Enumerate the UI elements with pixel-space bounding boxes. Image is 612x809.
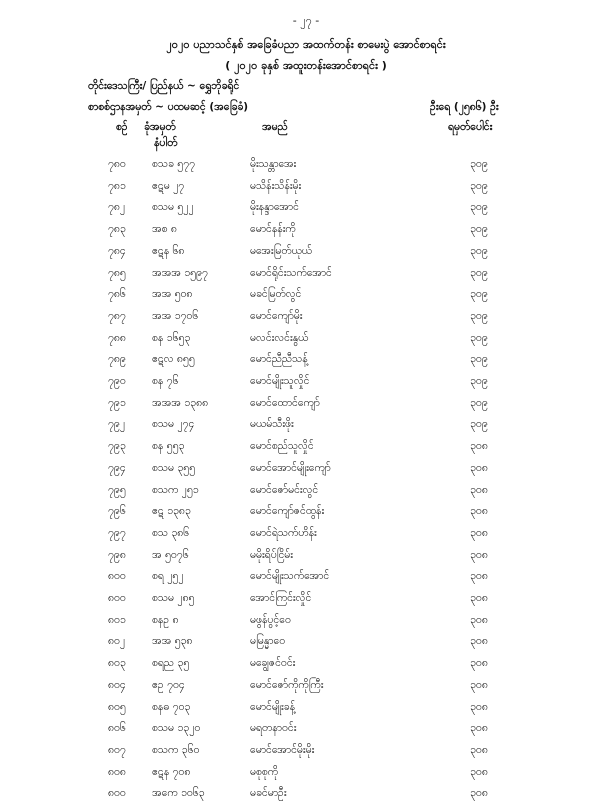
total-score: ၃၀၈ — [470, 678, 488, 691]
table-row — [0, 158, 612, 180]
table-row — [0, 223, 612, 245]
student-name: မိုးသန္တာအေး — [250, 158, 297, 170]
exam-center-header: စာစစ်ဌာနအမှတ် ~ ပထမဆင့် (အခြေခံ) — [88, 101, 249, 113]
row-number: ၈၀၃ — [108, 657, 126, 670]
student-name: မအေးမြတ်ယုယ် — [250, 244, 312, 257]
total-score: ၃၀၉ — [470, 158, 488, 170]
total-score: ၃၀၈ — [470, 570, 488, 583]
table-row — [0, 180, 612, 202]
page-subtitle: ( ၂၀၂၀ ခုနှစ် အထူးတန်းအောင်စာရင်း ) — [225, 59, 387, 72]
roll-number: စန ၁၆၅၃ — [152, 331, 191, 344]
table-row — [0, 657, 612, 679]
row-number: ၇၉၁ — [108, 396, 126, 409]
roll-number: ဧဋ ၁၃၈၃ — [152, 505, 191, 518]
row-number: ၇၉၇ — [108, 526, 126, 539]
total-score: ၃၀၈ — [470, 613, 488, 626]
student-name: မလင်းလင်းနွယ် — [250, 331, 309, 344]
table-row — [0, 288, 612, 310]
roll-number: စသက ၃၆၀ — [152, 743, 200, 756]
total-score: ၃၀၈ — [470, 505, 488, 518]
roll-number: ဧဋမ ၂၇ — [152, 179, 185, 192]
table-row — [0, 701, 612, 723]
table-row — [0, 592, 612, 614]
total-score: ၃၀၉ — [470, 396, 488, 409]
roll-number: စသက ၂၅၁ — [152, 483, 199, 496]
table-row — [0, 375, 612, 397]
student-name: မခင်မာဦး — [250, 787, 287, 800]
row-number: ၇၈၁ — [108, 179, 126, 192]
total-score: ၃၀၉ — [470, 223, 488, 236]
total-score: ၃၀၉ — [470, 179, 488, 192]
table-row — [0, 310, 612, 332]
table-row — [0, 570, 612, 592]
total-score: ၃၀၈ — [470, 787, 488, 800]
student-name: မောင်မျိုးသူလှိုင် — [250, 375, 310, 387]
table-row — [0, 505, 612, 527]
student-name: မောင်ညီညီသန့် — [250, 353, 308, 366]
name-column-header: အမည် — [262, 121, 288, 133]
row-number: ၇၉၀ — [108, 375, 126, 387]
student-name: မောင်ရဲသက်ဟိန်း — [250, 526, 317, 539]
table-row — [0, 245, 612, 267]
student-name: မယမ်သီးဖိုး — [250, 418, 294, 431]
student-name: မရတနာဝင်း — [250, 722, 297, 735]
total-score: ၃၀၉ — [470, 418, 488, 431]
student-name: မချွေဇင်ဝင်း — [250, 657, 296, 670]
student-name: မိုးနန္ဒာအောင် — [250, 201, 299, 214]
student-name: မောင်နန်းကို — [250, 223, 296, 236]
table-row — [0, 635, 612, 657]
roll-number: စသမ ၁၃၂၀ — [152, 722, 201, 735]
table-row — [0, 484, 612, 506]
row-number: ၇၈၈ — [108, 331, 126, 344]
total-score: ၃၀၉ — [470, 201, 488, 214]
total-score: ၃၀၉ — [470, 375, 488, 387]
score-column-header: ရမှတ်ပေါင်း — [448, 121, 493, 133]
roll-number: အ ၅၀၇၆ — [152, 548, 189, 561]
roll-number: အအ ၅၀၈ — [152, 288, 193, 301]
student-name: မောင်ထောင်ကျော် — [250, 396, 320, 409]
roll-number: အစ ၈ — [152, 223, 177, 236]
roll-number: ဧဋန ၆၈ — [152, 244, 185, 257]
total-score: ၃၀၈ — [470, 700, 488, 713]
student-name: မောင်အောင်မိုးမိုး — [250, 743, 315, 756]
student-name: မောင်အောင်မျိုးကျော် — [250, 461, 331, 474]
student-name: မသိန်းသိန်းမိုး — [250, 179, 302, 192]
row-number: ၇၉၆ — [108, 505, 126, 518]
roll-number: ဧဋန ၇၀၈ — [152, 765, 191, 778]
total-score: ၃၀၈ — [470, 483, 488, 496]
table-row — [0, 787, 612, 809]
table-row — [0, 201, 612, 223]
total-score: ၃၀၈ — [470, 526, 488, 539]
total-score: ၃၀၉ — [470, 244, 488, 257]
total-score: ၃၀၈ — [470, 635, 488, 648]
student-name: မောင်ဇော်မင်းလွင် — [250, 483, 319, 496]
total-score: ၃၀၉ — [470, 309, 488, 322]
roll-number: စန ၇၆ — [152, 375, 179, 387]
roll-number: အကေ ၁၀၆၃ — [152, 787, 205, 800]
row-number: ၇၉၄ — [108, 461, 126, 474]
row-number: ၇၈၃ — [108, 223, 126, 236]
row-number: ၇၈၀ — [108, 158, 126, 170]
total-score: ၃၀၈ — [470, 440, 488, 453]
row-number: ၇၉၃ — [108, 440, 126, 453]
student-name: မောင်ကျော်မိုး — [250, 309, 303, 322]
student-name: မမိုးရိပ်ငြိမ်း — [250, 548, 293, 561]
row-number: ၈၀၆ — [108, 722, 126, 735]
roll-number: အအအ ၁၅၉၇ — [152, 266, 208, 279]
row-number: ၈၀၁ — [108, 613, 126, 626]
roll-number: စသ ၃၈၆ — [152, 526, 190, 539]
roll-number: စသခ ၅၇၇ — [152, 158, 196, 170]
roll-number: အအ ၁၇၀၆ — [152, 309, 199, 322]
row-number: ၇၈၇ — [108, 309, 126, 322]
total-score: ၃၀၈ — [470, 592, 488, 604]
student-name: မောင်စည်သူလှိုင် — [250, 440, 314, 453]
roll-number: စရည ၃၅ — [152, 657, 190, 670]
row-number: ၈၀၅ — [108, 700, 126, 713]
table-row — [0, 527, 612, 549]
table-row — [0, 549, 612, 571]
total-score: ၃၀၈ — [470, 722, 488, 735]
roll-number: စနဓ ၇၀၃ — [152, 700, 191, 713]
row-number: ၇၈၅ — [108, 266, 126, 279]
region-line: တိုင်းဒေသကြီး/ ပြည်နယ် ~ ရွှေဘိုခရိုင် — [88, 80, 240, 92]
row-number: ၈၀၈ — [108, 765, 126, 778]
row-number: ၇၈၂ — [108, 201, 126, 214]
page-number: - ၂၇ - — [292, 14, 320, 27]
table-row — [0, 397, 612, 419]
table-row — [0, 614, 612, 636]
roll-number: စန ၅၅၃ — [152, 440, 185, 453]
total-score: ၃၀၉ — [470, 331, 488, 344]
student-name: မောင်ရိုင်းသက်အောင် — [250, 266, 332, 279]
row-number: ၈၀၀ — [108, 592, 126, 604]
total-score: ၃၀၉ — [470, 353, 488, 366]
row-number: ၇၈၄ — [108, 244, 126, 257]
roll-number: အအ ၅၃၈ — [152, 635, 193, 648]
table-row — [0, 418, 612, 440]
total-score: ၃၀၈ — [470, 743, 488, 756]
total-score: ၃၀၉ — [470, 266, 488, 279]
roll-column-subheader: နံပါတ် — [154, 137, 178, 149]
no-column-header: စဉ် — [116, 121, 128, 133]
student-name: မောင်ကျော်ဇင်ထွန်း — [250, 505, 325, 518]
row-number: ၇၉၅ — [108, 483, 126, 496]
roll-number: စသမ ၅၂၂ — [152, 201, 194, 214]
roll-column-header: ခုံအမှတ် — [144, 121, 176, 133]
roll-number: စနဥ ၈ — [152, 613, 179, 626]
student-name: အောင်ကြင်းလှိုင် — [250, 592, 312, 604]
student-name: မစုစုကို — [250, 765, 279, 778]
row-number: ၈၀၂ — [108, 635, 126, 648]
table-row — [0, 722, 612, 744]
table-row — [0, 744, 612, 766]
student-name: မမြန္မာဝေ — [250, 635, 286, 648]
row-number: ၈၀၄ — [108, 678, 126, 691]
table-row — [0, 766, 612, 788]
student-name: မောင်မျိုးသက်အောင် — [250, 570, 330, 583]
total-score: ၃၀၈ — [470, 548, 488, 561]
roll-number: စသမ ၂၇၄ — [152, 418, 195, 431]
total-score: ၃၀၉ — [470, 288, 488, 301]
roll-number: အအအ ၁၃၈၈ — [152, 396, 209, 409]
row-number: ၈၀၀ — [108, 787, 126, 800]
student-name: မောင်ဇော်ကိုကိုကြီး — [250, 678, 324, 691]
table-row — [0, 679, 612, 701]
roll-number: ဧဋလ ၈၅၅ — [152, 353, 195, 366]
row-number: ၇၈၉ — [108, 353, 126, 366]
total-score: ၃၀၈ — [470, 657, 488, 670]
row-number: ၈၀၇ — [108, 743, 126, 756]
table-row — [0, 462, 612, 484]
row-number: ၇၈၆ — [108, 288, 126, 301]
student-name: မဖွန်ပွင့်ဝေ — [250, 613, 291, 626]
table-row — [0, 440, 612, 462]
row-number: ၈၀၀ — [108, 570, 126, 583]
table-row — [0, 332, 612, 354]
student-name: မောင်မျိုးခန့် — [250, 700, 296, 713]
total-count-header: ဦးရေ (၂၅၈၆) ဦး — [430, 101, 499, 113]
total-score: ၃၀၈ — [470, 461, 488, 474]
roll-number: စသမ ၃၅၅ — [152, 461, 196, 474]
student-name: မခင်မြတ်လွင် — [250, 288, 302, 301]
roll-number: ဧဥ ၇၀၄ — [152, 678, 185, 691]
total-score: ၃၀၈ — [470, 765, 488, 778]
roll-number: စသမ ၂၈၅ — [152, 592, 195, 604]
table-row — [0, 267, 612, 289]
page-title: ၂၀၂၀ ပညာသင်နှစ် အခြေခံပညာ အထက်တန်း စာမေးပွဲ အောင်စာရင်း — [166, 38, 446, 51]
roll-number: စရ ၂၅၂ — [152, 570, 184, 583]
row-number: ၇၉၂ — [108, 418, 125, 431]
table-row — [0, 353, 612, 375]
row-number: ၇၉၈ — [108, 548, 126, 561]
